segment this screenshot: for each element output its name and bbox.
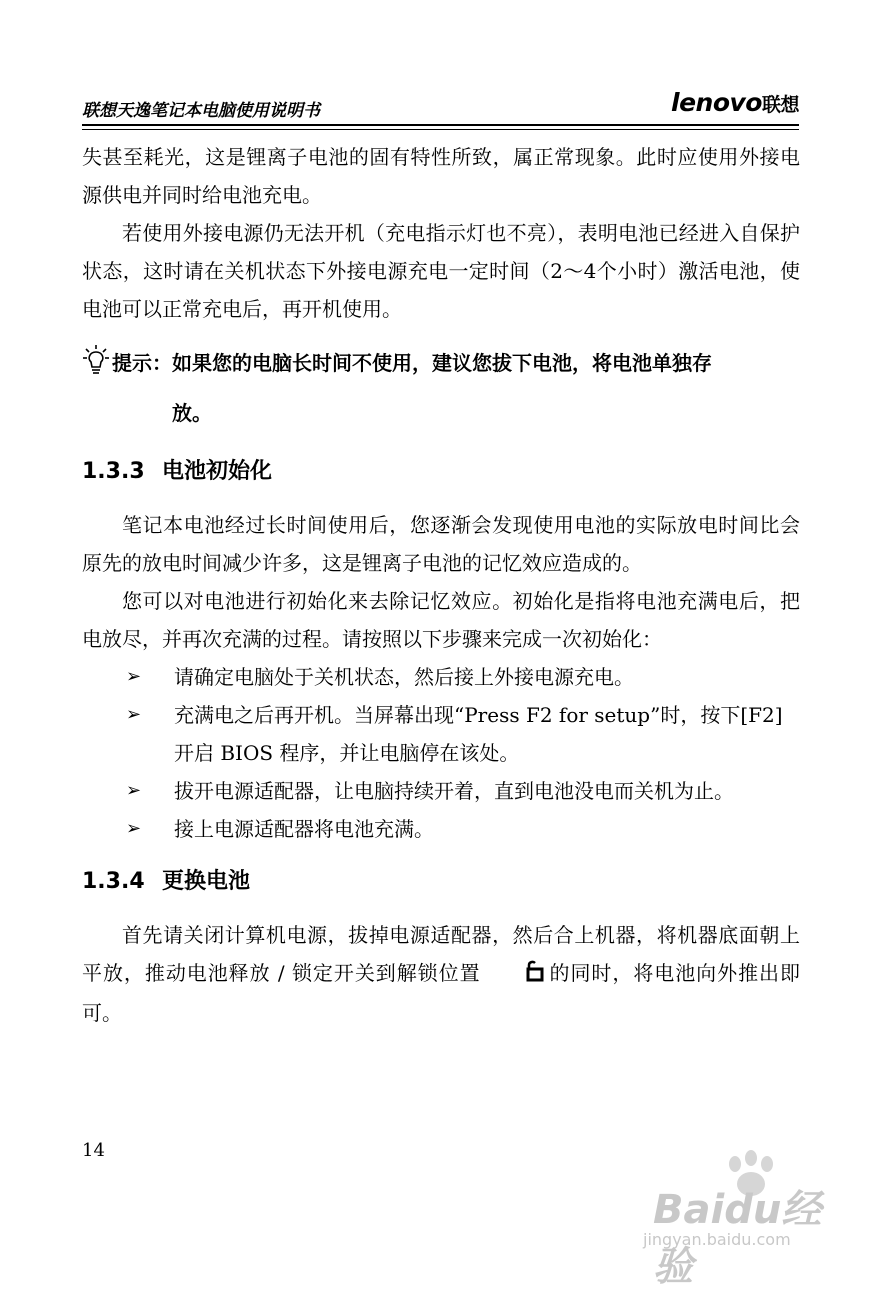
step-text: 接上电源适配器将电池充满。 [174, 817, 434, 841]
section-title: 更换电池 [162, 869, 251, 894]
step-text: 请确定电脑处于关机状态，然后接上外接电源充电。 [174, 665, 634, 689]
unlock-icon [485, 956, 545, 994]
lenovo-logo [671, 88, 799, 117]
list-item [82, 696, 800, 772]
replace-text-before: 首先请关闭计算机电源，拔掉电源适配器，然后合上机器，将机器底面朝上平放，推动电池释放 / 锁定开关到解锁位置 [82, 923, 800, 985]
arrow-bullet-icon: ➢ [126, 666, 142, 687]
paragraph-continued: 失甚至耗光，这是锂离子电池的固有特性所致，属正常现象。此时应使用外接电源供电并同时给电池充电。 [82, 145, 800, 207]
page-content [82, 138, 800, 1032]
section-title: 电池初始化 [162, 459, 273, 484]
manual-title: 联想天逸笔记本电脑使用说明书 [82, 101, 320, 121]
section-number: 1.3.3 [82, 459, 145, 484]
section-number: 1.3.4 [82, 869, 145, 894]
tip-label: 提示： [112, 351, 172, 375]
list-item [82, 658, 800, 696]
tip-text-line1: 如果您的电脑长时间不使用，建议您拔下电池，将电池单独存 [172, 351, 712, 375]
logo-text: lenovo [671, 88, 762, 117]
tip-text-line2: 放。 [172, 401, 212, 425]
replace-text-after: 的同时，将电池向外推出即可。 [82, 961, 801, 1025]
header-rule-thin [82, 129, 799, 130]
watermark-brand: Baidu经验 [653, 1187, 822, 1290]
arrow-bullet-icon: ➢ [126, 704, 142, 725]
step-text: 拔开电源适配器，让电脑持续开着，直到电池没电而关机为止。 [174, 779, 734, 803]
paragraph-replace-battery [82, 916, 800, 1032]
lightbulb-icon [82, 344, 110, 394]
arrow-bullet-icon: ➢ [126, 780, 142, 801]
paragraph-external-power: 若使用外接电源仍无法开机（充电指示灯也不亮），表明电池已经进入自保护状态，这时请在关机状态下外接电源充电一定时间（2～4个小时）激活电池，使电池可以正常充电后，再开机使用。 [82, 221, 800, 321]
section-heading-battery-init [82, 452, 800, 492]
page-number: 14 [82, 1140, 105, 1161]
paragraph-init-intro: 您可以对电池进行初始化来去除记忆效应。初始化是指将电池充满电后，把电放尽，并再次充满的过程。请按照以下步骤来完成一次初始化： [82, 589, 800, 651]
init-steps-list [82, 658, 800, 848]
header-rule [82, 124, 799, 126]
page-header [82, 88, 799, 126]
arrow-bullet-icon: ➢ [126, 818, 142, 839]
list-item [82, 772, 800, 810]
baidu-watermark [633, 1150, 823, 1290]
list-item [82, 810, 800, 848]
paragraph-memory-effect: 笔记本电池经过长时间使用后，您逐渐会发现使用电池的实际放电时间比会原先的放电时间减少许多，这是锂离子电池的记忆效应造成的。 [82, 513, 800, 575]
section-heading-replace-battery [82, 862, 800, 902]
tip-box [82, 338, 800, 438]
watermark-url: jingyan.baidu.com [643, 1230, 791, 1249]
logo-cn-text: 联想 [761, 94, 799, 116]
step-text: 充满电之后再开机。当屏幕出现“Press F2 for setup”时，按下[F2]开启 BIOS 程序，并让电脑停在该处。 [174, 703, 783, 765]
